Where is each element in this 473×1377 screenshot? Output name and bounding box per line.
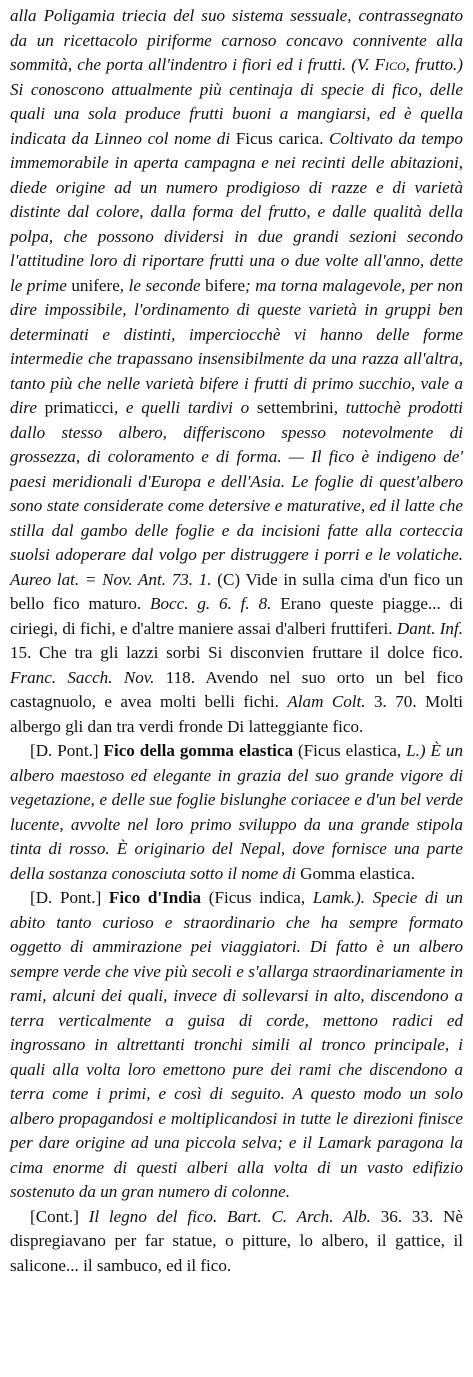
subentry-headword: Il legno del fico. Bart. C. Arch. Alb. bbox=[88, 1206, 371, 1226]
term-bifere: bifere bbox=[205, 275, 246, 295]
botanical-description: alla Poligamia triecia del suo sistema sessuale, contrassegnato da un ricettacolo piriforme carnoso concavo connivente alla sommità, che porta all'indentro i fiori ed i frutti. (V. bbox=[10, 6, 463, 74]
citation-source: Alam Colt. bbox=[287, 692, 366, 711]
citation-source: Franc. Sacch. Nov. bbox=[10, 667, 155, 687]
citation-source: Dant. Inf. bbox=[396, 618, 464, 638]
cross-reference: Fico bbox=[374, 55, 406, 74]
subentry-headword: Fico d'India bbox=[108, 888, 202, 907]
species-text: Si conoscono attualmente più centinaja di specie di fico, delle quali una sola produce frutti buoni a mangiarsi, ed è quella indicata da Linneo col nome di bbox=[10, 79, 463, 148]
citation-quote: 118. Avendo nel suo orto un bel fico castagnuolo, e avea molti belli fichi. bbox=[10, 667, 463, 711]
entry-fico-definition bbox=[10, 4, 463, 739]
varieties-text: ; ma torna malagevole, per non dire impossibile, l'ordinamento di queste varietà in gruppi ben determinati e distinti, imperciocchè vi hanno delle forme intermedie che trapassano insensibilmente da una razza all'altra, tanto più che nelle varietà bifere i frutti di primo succhio, vale a dire bbox=[10, 275, 464, 417]
origin-text: , tuttochè prodotti dallo stesso albero, differiscono spesso notevolmente di grossezza, di coloramento e di forma. — Il fico è indigeno de' paesi meridionali d'Europa e dell'Asia. Le foglie di quest'albero sono state considerate come detersive e maturative, ed il latte che stilla dal gambo delle foglie e da incisioni fatte alla corteccia suolsi adoperare dal volgo per distruggere i porri e le volatiche. Aureo lat. = Nov. Ant. 73. 1. bbox=[10, 398, 463, 589]
citation-source: Bocc. g. 6. f. 8. bbox=[150, 594, 272, 613]
citation-quote: 3. 70. Molti albergo gli dan tra verdi fronde Di latteggiante fico. bbox=[10, 692, 463, 736]
subentry-description: ). Specie di un abito tanto curioso e straordinario che ha sempre formato oggetto di ammirazione pei viaggiatori. Di fatto è un albero sempre verde che vive più secoli e s'allarga straordinariamente in rami, alcuni dei quali, invece di sollevarsi in alto, discendono a terra verticalmente a guisa di corde, mettono radici ed ingrossano in altrettanti tronchi simili al tronco principale, i quali alla volta loro emettono pure dei rami che discendono a terra come i primi, e così di seguito. A questo modo un solo albero propagandosi e moltiplicandosi in tutte le direzioni finisce per dare origine ad una piccola selva; e il Lamark paragona la cima enorme di questi alberi alla volta di un vasto edifizio sostenuto da un gran numero di colonne. bbox=[10, 888, 463, 1201]
term-unifere: unifere bbox=[71, 275, 120, 295]
author-abbrev: L. bbox=[406, 741, 420, 760]
text-run: , le seconde bbox=[119, 275, 206, 295]
citation-quote: (C) Vide in sulla cima d'un fico un bello fico maturo. bbox=[10, 569, 463, 613]
source-tag: [D. Pont.] bbox=[30, 888, 109, 907]
latin-name: (Ficus elastica, bbox=[293, 741, 407, 760]
entry-legno-fico bbox=[10, 1205, 463, 1279]
source-tag: [D. Pont.] bbox=[30, 741, 104, 760]
subentry-headword: Fico della gomma elastica bbox=[103, 741, 294, 760]
cross-reference-tail: , frutto.) bbox=[405, 55, 463, 74]
entry-fico-gomma-elastica bbox=[10, 739, 463, 886]
term-settembrini: settembrini bbox=[256, 398, 334, 417]
citation-quote: Erano queste piagge... di ciriegi, di fichi, e d'altre maniere assai d'alberi fruttiferi. bbox=[10, 594, 463, 638]
species-name: Ficus carica. bbox=[235, 128, 324, 148]
author-abbrev: Lamk. bbox=[312, 888, 356, 907]
source-tag: [Cont.] bbox=[30, 1206, 89, 1226]
entry-fico-india bbox=[10, 886, 463, 1205]
citation-quote: 15. Che tra gli lazzi sorbi Si disconvien fruttare il dolce fico. bbox=[10, 643, 463, 662]
latin-name: (Ficus indica, bbox=[201, 888, 313, 907]
cultivation-text: Coltivato da tempo immemorabile in aperta campagna e nei recinti delle abitazioni, diede origine ad un numero prodigioso di razze e di varietà distinte dal colore, dalla forma del frutto, e dalle qualità della polpa, che possono dividersi in due grandi sezioni secondo l'attitudine loro di riportare frutti una o due volte all'anno, dette le prime bbox=[10, 128, 463, 295]
subentry-description: ) È un albero maestoso ed elegante in grazia del suo grande vigore di vegetazione, e delle sue foglie bislunghe coriacee e d'un bel verde lucente, avvolte nel loro primo sviluppo da una grande stipola tinta di rosso. È originario del Nepal, dove fornisce una parte della sostanza conosciuta sotto il nome di bbox=[10, 741, 463, 883]
citation-quote: 36. 33. Nè dispregiavano per far statue, o pitture, lo albero, il gattice, il salicone... il sambuco, ed il fico. bbox=[10, 1206, 463, 1275]
term-primaticci: primaticci bbox=[44, 398, 114, 417]
text-run: , e quelli tardivi o bbox=[113, 398, 257, 417]
term-gomma: Gomma elastica. bbox=[300, 863, 415, 883]
